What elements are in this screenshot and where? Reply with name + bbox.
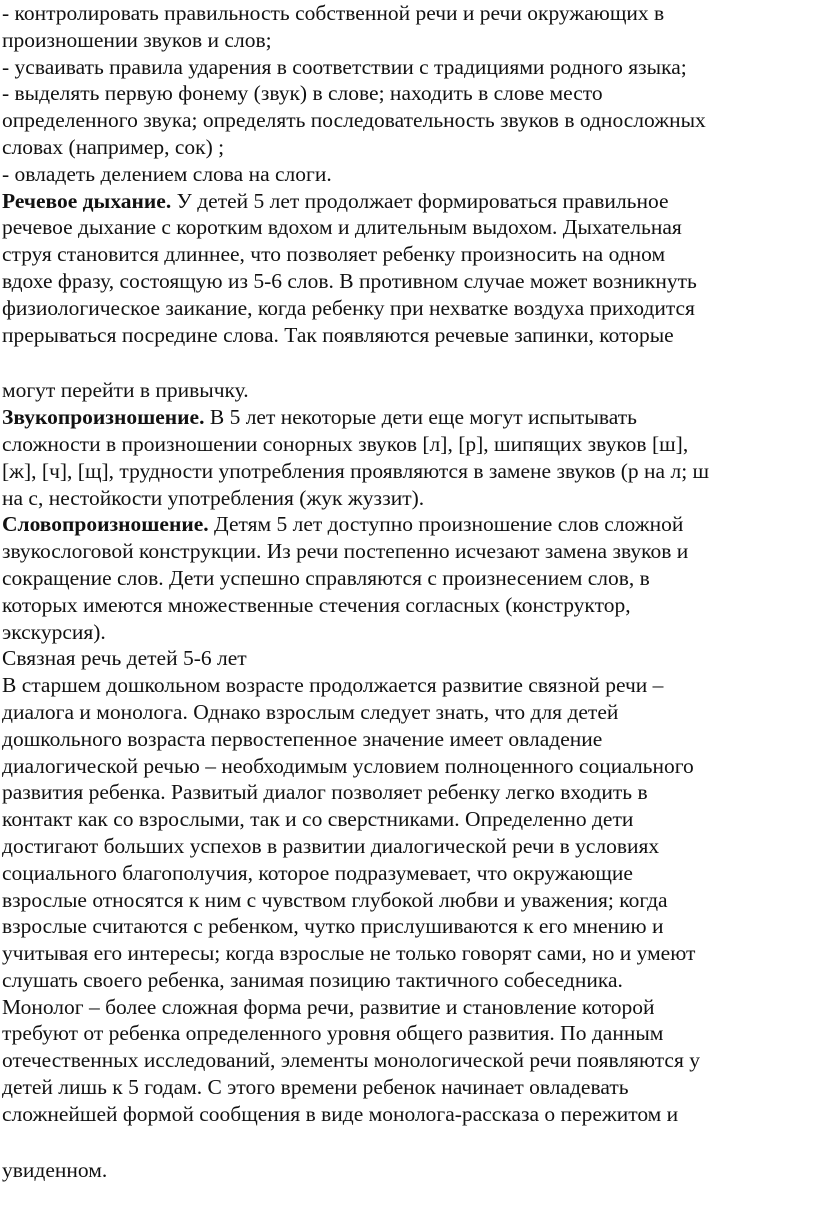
text-line: - усваивать правила ударения в соответствии с традициями родного языка; [2,54,687,79]
text-line: Монолог – более сложная форма речи, развитие и становление которой [2,994,655,1019]
text-line: сложнейшей формой сообщения в виде монолога-рассказа о пережитом и [2,1101,679,1126]
text-line: отечественных исследований, элементы монологической речи появляются у [2,1048,700,1073]
text-line: слушать своего ребенка, занимая позицию тактичного собеседника. [2,967,623,992]
section-first-line [2,404,814,431]
text-line: социального благополучия, которое подразумевает, что окружающие [2,860,633,885]
text-line: увиденном. [2,1157,108,1182]
text-line: контакт как со взрослыми, так и со сверстниками. Определенно дети [2,807,634,832]
section-first-line [2,511,814,538]
section-heading: Звукопроизношение. [2,405,205,430]
text-line: определенного звука; определять последовательность звуков в односложных [2,108,706,133]
text-line: - контролировать правильность собственной речи и речи окружающих в [2,1,665,25]
section-word-pronunciation [2,511,814,645]
text-line: сокращение слов. Дети успешно справляются с произнесением слов, в [2,565,650,590]
text-line: взрослые относятся к ним с чувством глубокой любви и уважения; когда [2,887,668,912]
text-line: произношении звуков и слов; [2,27,272,52]
text-line: - выделять первую фонему (звук) в слове; находить в слове место [2,81,603,106]
text-line: прерываться посредине слова. Так появляются речевые запинки, которые [2,322,674,347]
text-line: учитывая его интересы; когда взрослые не только говорят сами, но и умеют [2,941,696,966]
section-heading: Речевое дыхание. [2,188,172,213]
text-line: сложности в произношении сонорных звуков [л], [р], шипящих звуков [ш], [2,431,689,456]
section-connected-speech [2,645,814,1183]
text-line: требуют от ребенка определенного уровня общего развития. По данным [2,1021,664,1046]
text-line: которых имеются множественные стечения согласных (конструктор, [2,592,631,617]
text-line: В старшем дошкольном возрасте продолжается развитие связной речи – [2,673,664,698]
text-line: струя становится длиннее, что позволяет ребенку произносить на одном [2,242,666,267]
text-line: [ж], [ч], [щ], трудности употребления проявляются в замене звуков (р на л; ш [2,458,710,483]
section-speech-breathing [2,188,814,405]
text-line: словах (например, сок) ; [2,134,225,159]
spacer [2,348,814,377]
text-line: звукослоговой конструкции. Из речи постепенно исчезают замена звуков и [2,539,689,564]
text-line: на с, нестойкости употребления (жук жуззит). [2,485,425,510]
text-run: Детям 5 лет доступно произношение слов сложной [208,512,684,537]
text-run: У детей 5 лет продолжает формироваться правильное [171,188,669,213]
text-line: взрослые считаются с ребенком, чутко прислушиваются к его мнению и [2,914,664,939]
text-line: - овладеть делением слова на слоги. [2,161,332,186]
section-sound-pronunciation [2,404,814,511]
text-run: В 5 лет некоторые дети еще могут испытывать [204,405,637,430]
section-heading: Словопроизношение. [2,512,209,537]
section-first-line [2,188,814,215]
text-line: развития ребенка. Развитый диалог позволяет ребенку легко входить в [2,780,648,805]
intro-list [2,0,814,188]
text-line: речевое дыхание с коротким вдохом и длительным выдохом. Дыхательная [2,215,682,240]
text-line: могут перейти в привычку. [2,378,249,403]
text-line: диалога и монолога. Однако взрослым следует знать, что для детей [2,699,619,724]
text-line: вдохе фразу, состоящую из 5-6 слов. В противном случае может возникнуть [2,268,697,293]
text-line: достигают больших успехов в развитии диалогической речи в условиях [2,833,660,858]
text-line: экскурсия). [2,619,106,644]
text-line: физиологическое заикание, когда ребенку при нехватке воздуха приходится [2,295,695,320]
spacer [2,1128,814,1157]
text-line: детей лишь к 5 годам. С этого времени ребенок начинает овладевать [2,1075,629,1100]
text-line: диалогической речью – необходимым условием полноценного социального [2,753,694,778]
section-title: Связная речь детей 5-6 лет [2,646,247,671]
text-line: дошкольного возраста первостепенное значение имеет овладение [2,726,603,751]
